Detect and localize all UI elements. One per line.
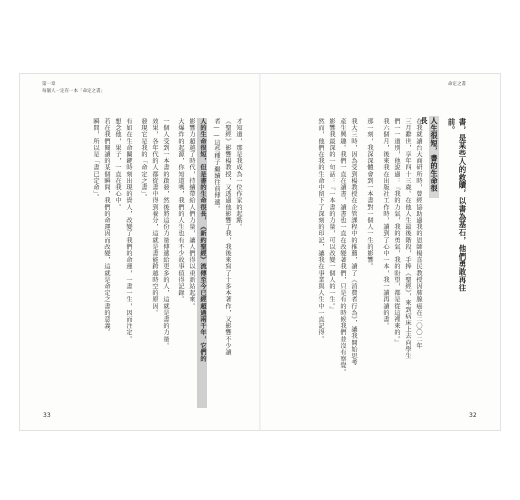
text-column: 產生興趣。我們一直在讀書，讀書也一直在改變著我們，只是有的時候我們並沒有察覺。 [339, 118, 346, 376]
book-gutter [259, 74, 261, 430]
running-header-right: 命定之書 [448, 82, 466, 87]
text-column: 大爆炸的起源，你知道嗎，我們的人生也有不少故事值得記錄。 [177, 118, 184, 303]
text-column: 效果，各年代的人都從書中得到養分，這就是書能跨越時空的原因。 [151, 118, 158, 316]
lead-quote [446, 118, 468, 338]
text-column: 我大三時，因為受到楊教授在企管課程中的推薦，讀了《消費者行為》，讓我開始思考 [350, 118, 357, 366]
text-column: 那一刻，我深深體會到一本書對一個人一生的影響。 [366, 118, 373, 270]
page-number-right: 32 [469, 412, 477, 419]
text-column: 一個人受到一本書的啟發，然後將這份力量傳遞給更多的人，這就是書的力量。 [162, 118, 169, 349]
chapter-label: 第一章 [42, 82, 56, 87]
text-column: 影響力超越了時代，持續帶給人們力量，讓人們得以重新站起來。 [188, 118, 195, 310]
page-number-left: 33 [43, 412, 51, 419]
text-column: 若在我們閱讀的某個瞬間，我們的命運因而改變，這就是命定之書的意義。 [103, 118, 110, 336]
running-header-left [42, 81, 122, 95]
text-column: 三月辭世，享年四十三歲。在他人生最後階段，手捧《聖經》，來到病床上去向學生 [404, 118, 411, 360]
lead-line-1: 書，是某些人的救贖，以書為基石，他們勇敢再往 [458, 118, 467, 292]
chapter-title: 每個人一定有一本「命定之書」 [42, 89, 105, 94]
text-column: 瞬間，所以是「書已定命」。 [92, 118, 99, 201]
text-column: 在我就讀台大商研所時，曾經協助過我的恩師楊喜民教授因肺腺癌在二〇〇二年 [415, 118, 422, 349]
text-column: 者——這些種子繼續往前傳遞。 [213, 118, 220, 212]
text-column: 有如在生命關鍵時刻出現的貴人，改變了我們的命運，一書一生，因而注定。 [125, 118, 132, 343]
text-column: 們一一道別，他說過：『我的力氣，我的勇氣，我的盼望，都是從這裡來的。』 [393, 118, 400, 346]
text-column: 影響我最深的一句話：『一本書的力量，可以改變一個人的一生。』 [328, 118, 335, 313]
text-column: 想念他，果子，一直在我心中。 [114, 118, 121, 211]
section-heading: 人生很短，書的生命很長 [420, 117, 439, 192]
text-column: 才知道，那是我成為一位作家的起點。 [235, 118, 242, 231]
lead-line-2: 前。 [447, 118, 456, 134]
text-column: 《聖經》影響楊教授，又透過他影響了我，我後來寫了十多本著作，又影響不少讀 [224, 118, 231, 356]
text-column: 我六個月，後來我在出版社工作時，讀到了心中一本，我一讀再讀的書。 [382, 118, 389, 330]
text-column: 然而，他們在我的生命中留下了深刻的印記，讓我在事業與人生中一直記得。 [317, 118, 324, 343]
text-column: 發現它是我的「命定之書」。 [140, 118, 147, 201]
highlighted-text-column: 人的生命很短，但是書的生命很長，《新約聖經》流傳至今已經超過兩千年，它們的 [197, 118, 207, 408]
